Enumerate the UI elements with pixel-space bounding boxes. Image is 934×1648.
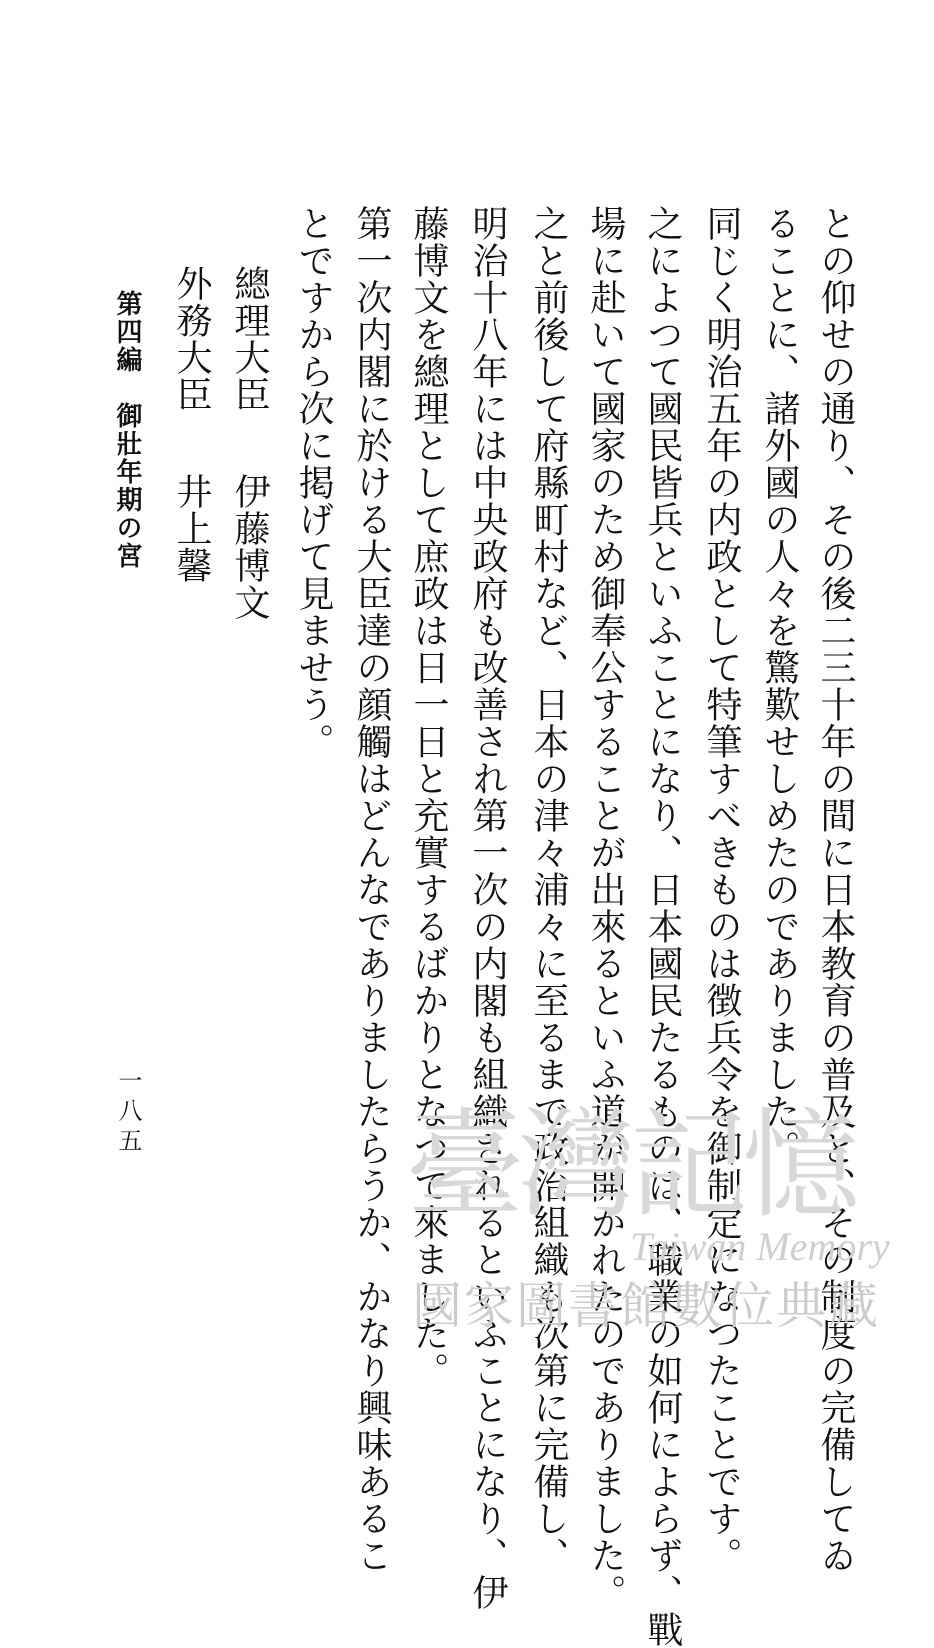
body-line-1: との仰せの通り、その後二三十年の間に日本教育の普及と、その制度の完備してゐ — [815, 205, 856, 1574]
body-line-7: 明治十八年には中央政府も改善され第一次の内閣も組織されるといふことになり、伊 — [467, 205, 508, 1611]
body-line-6: 之と前後して府縣町村など、日本の津々浦々に至るまで政治組織も次第に完備し、 — [528, 205, 569, 1574]
cabinet-name: 井上馨 — [171, 473, 212, 584]
page-number: 一八五 — [114, 1068, 142, 1158]
body-line-3: 同じく明治五年の内政として特筆すべきものは徴兵令を御制定になつたことです。 — [701, 205, 742, 1574]
cabinet-post: 外務大臣 — [171, 265, 212, 413]
body-line-5: 場に赴いて國家のため御奉公することが出來るといふ道が開かれたのでありました。 — [585, 205, 626, 1611]
cabinet-entry-prime-minister — [228, 265, 270, 621]
watermark-title: 臺灣記憶 — [406, 1096, 855, 1234]
body-line-4: 之によつて國民皆兵といふことになり、日本國民たるものは、職業の如何によらず、戰 — [642, 205, 683, 1648]
body-line-2: ることに、諸外國の人々を驚歎せしめたのでありました。 — [759, 205, 800, 1167]
watermark-subtitle: 國家圖書館數位典藏 — [412, 1277, 880, 1335]
watermark-english: Taiwan Memory — [630, 1224, 890, 1269]
body-line-9: 第一次内閣に於ける大臣達の顔觸はどんなでありましたらうか、かなり興味あるこ — [351, 205, 392, 1574]
running-header: 第四編 御壯年期の宮 — [112, 290, 142, 570]
body-line-8: 藤博文を總理として庶政は日一日と充實するばかりとなつて來ました。 — [408, 205, 449, 1389]
cabinet-post: 總理大臣 — [229, 265, 270, 413]
cabinet-name: 伊藤博文 — [229, 473, 270, 621]
body-line-10: とですから次に掲げて見ませう。 — [293, 205, 334, 760]
cabinet-entry-foreign-minister — [170, 265, 212, 584]
